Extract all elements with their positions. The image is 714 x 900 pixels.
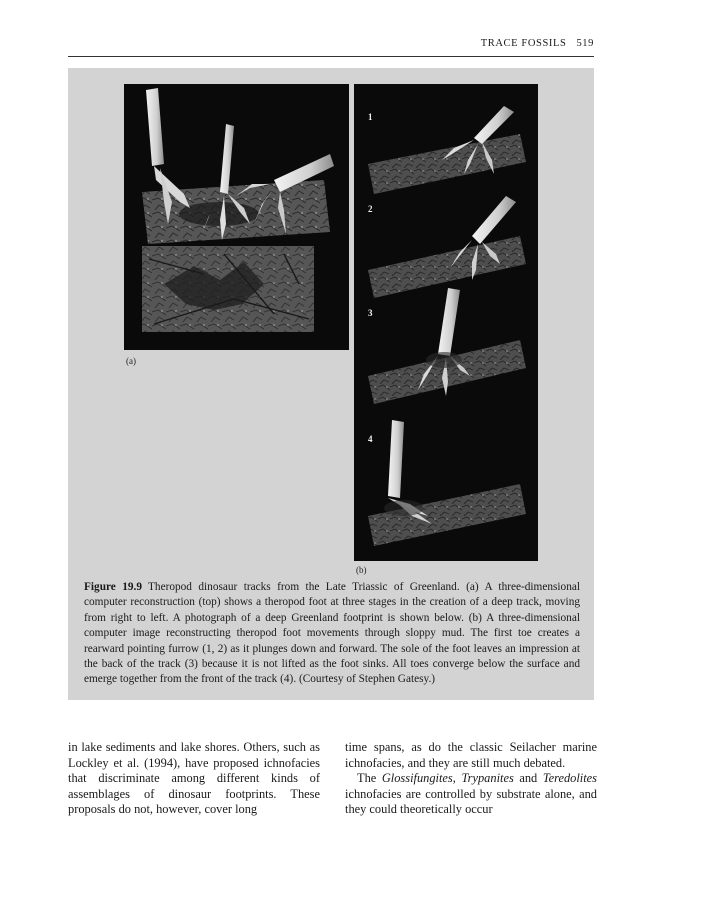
- right-column-paragraph: [345, 771, 597, 818]
- header-rule: [68, 56, 594, 57]
- panel-b-illustration: [354, 84, 538, 561]
- caption-text: Theropod dinosaur tracks from the Late Triassic of Greenland. (a) A three-dimensional computer reconstruction (top) shows a theropod foot at three stages in the creation of a deep track, moving from right to left. A photograph of a deep Greenland footprint is shown below. (b) A three-dimensional computer image reconstructing theropod foot movements through sloppy mud. The first toe creates a rearward pointing furrow (1, 2) as it plunges down and forward. The sole of the foot leaves an impression at the back of the track (3) because it is not lifted as the foot sinks. All toes converge below the surface and emerge together from the front of the track (4). (Courtesy of Stephen Gatesy.): [84, 581, 580, 686]
- panel-a-illustration: [124, 84, 349, 350]
- figure-caption: [84, 580, 580, 688]
- step-label-4: 4: [368, 434, 373, 444]
- figure-number: Figure 19.9: [84, 581, 143, 593]
- running-title: TRACE FOSSILS: [480, 38, 567, 49]
- metatarsal-left: [146, 88, 164, 166]
- left-column-text: in lake sediments and lake shores. Others, such as Lockley et al. (1994), have proposed ichnofacies that discriminate among different kinds of assemblages of dinosaur footprints. These proposals do not, however, cover long: [68, 740, 320, 817]
- sep-2: and: [513, 771, 543, 786]
- panel-a-label: (a): [126, 356, 136, 366]
- term-trypanites: Trypanites: [461, 771, 514, 786]
- step-label-1: 1: [368, 112, 373, 122]
- figure-panel-b: [354, 84, 538, 561]
- term-teredolites: Teredolites: [542, 771, 597, 786]
- body-column-left: [68, 740, 320, 818]
- right-column-line: time spans, as do the classic Seilacher marine ichnofacies, and they are still much debated.: [345, 740, 597, 770]
- running-head: [68, 38, 594, 49]
- sep-1: ,: [452, 771, 462, 786]
- body-column-right: [345, 740, 597, 818]
- figure-panel-a: [124, 84, 349, 350]
- panel-b-label: (b): [356, 565, 367, 575]
- metatarsal-middle: [220, 124, 234, 194]
- figure-box: [68, 68, 594, 700]
- term-glossifungites: Glossifungites: [381, 771, 453, 786]
- mud-slab-2: [368, 236, 526, 298]
- para2-rest: ichnofacies are controlled by substrate alone, and they could theoretically occur: [345, 786, 597, 817]
- para2-start: The: [357, 771, 382, 786]
- page-number: 519: [576, 38, 594, 49]
- step-label-2: 2: [368, 204, 373, 214]
- mud-slab-1: [368, 134, 526, 194]
- step-label-3: 3: [368, 308, 373, 318]
